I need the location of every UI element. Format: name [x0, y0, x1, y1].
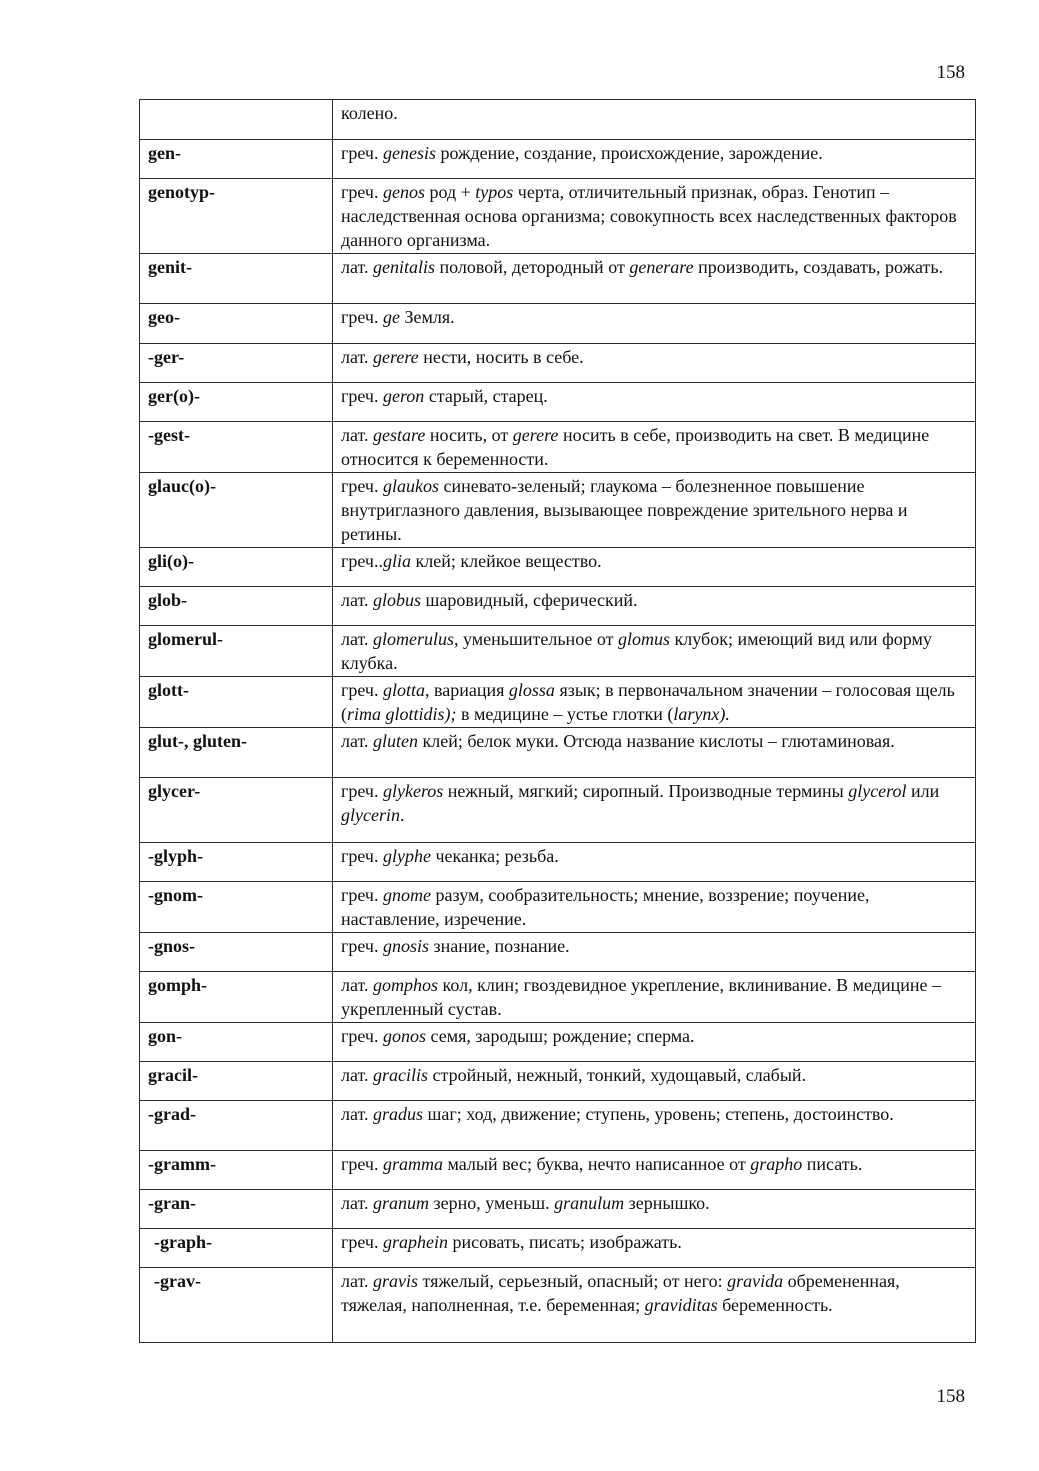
table-row [140, 1062, 976, 1101]
definition-cell [333, 882, 976, 933]
definition-segment: малый вес; буква, нечто написанное от [443, 1154, 751, 1174]
definition-italic-segment: gomphos [373, 975, 439, 995]
definition-italic-segment: glaukos [382, 476, 439, 496]
definition-segment: рисовать, писать; изображать. [447, 1232, 682, 1252]
definition-cell [333, 843, 976, 882]
definition-segment: писать. [802, 1154, 863, 1174]
definition-segment: лат. [341, 347, 374, 367]
table-row [140, 422, 976, 473]
definition-cell [333, 1229, 976, 1268]
definition-segment: греч. [341, 1026, 383, 1046]
definition-cell [333, 587, 976, 626]
term-cell [140, 100, 333, 140]
definition-segment: . [399, 805, 405, 825]
definition-segment: зернышко. [624, 1193, 710, 1213]
term-cell: -grad- [140, 1101, 333, 1151]
term-cell: -ger- [140, 344, 333, 383]
term-cell: glycer- [140, 778, 333, 843]
definition-italic-segment: glomus [618, 629, 671, 649]
definition-cell [333, 1190, 976, 1229]
definition-segment: греч. [341, 307, 383, 327]
table-row [140, 728, 976, 778]
definition-italic-segment: granulum [554, 1193, 625, 1213]
term-cell: -gnom- [140, 882, 333, 933]
table-row [140, 179, 976, 254]
table-row [140, 587, 976, 626]
table-row [140, 100, 976, 140]
definition-italic-segment: globus [373, 590, 422, 610]
table-row [140, 1229, 976, 1268]
definition-italic-segment: gluten [373, 731, 419, 751]
definition-segment: в медицине – устье глотки ( [456, 704, 674, 724]
definition-segment: лат. [341, 1065, 374, 1085]
definition-segment: лат. [341, 731, 374, 751]
table-row [140, 972, 976, 1023]
definition-segment: стройный, нежный, тонкий, худощавый, слабый. [428, 1065, 807, 1085]
definition-segment: язык; в первоначальном значении – голосовая щель ( [341, 680, 955, 724]
definition-italic-segment: gravis [373, 1271, 419, 1291]
term-cell: glob- [140, 587, 333, 626]
definition-italic-segment: glykeros [382, 781, 444, 801]
definition-segment: Земля. [399, 307, 455, 327]
definition-cell [333, 473, 976, 548]
definition-segment: старый, старец. [424, 386, 548, 406]
definition-segment: черта, отличительный признак, образ. Генотип – наследственная основа организма; совокупность всех наследственных факторов данного организма. [341, 182, 957, 250]
table-row [140, 933, 976, 972]
definition-italic-segment: geron [382, 386, 425, 406]
definition-segment: шаровидный, сферический. [421, 590, 638, 610]
page-number-top: 158 [936, 62, 965, 83]
definition-segment: греч. [341, 781, 383, 801]
definition-segment: клубок; имеющий вид или форму клубка. [341, 629, 932, 673]
definition-cell [333, 422, 976, 473]
table-row [140, 383, 976, 422]
definition-segment: носить в себе, производить на свет. В медицине относится к беременности. [341, 425, 930, 469]
table-row [140, 140, 976, 179]
definition-segment: колено. [341, 103, 398, 123]
definition-segment: семя, зародыш; рождение; сперма. [426, 1026, 695, 1046]
term-cell: gracil- [140, 1062, 333, 1101]
table-row [140, 882, 976, 933]
definition-segment: лат. [341, 425, 374, 445]
definition-segment: разум, сообразительность; мнение, воззрение; поучение, наставление, изречение. [341, 885, 870, 929]
table-row [140, 548, 976, 587]
definition-italic-segment: glycerin [341, 805, 400, 825]
glossary-table [139, 99, 976, 1343]
definition-cell [333, 344, 976, 383]
definition-italic-segment: gracilis [373, 1065, 429, 1085]
table-row [140, 304, 976, 344]
definition-segment: зерно, уменьш. [429, 1193, 555, 1213]
definition-segment: лат. [341, 1271, 374, 1291]
definition-italic-segment: gnome [382, 885, 431, 905]
definition-cell [333, 1023, 976, 1062]
definition-cell [333, 304, 976, 344]
term-cell: glomerul- [140, 626, 333, 677]
definition-italic-segment: generare [629, 257, 694, 277]
definition-cell [333, 972, 976, 1023]
definition-segment: лат. [341, 590, 374, 610]
definition-cell [333, 254, 976, 304]
definition-italic-segment: genitalis [373, 257, 436, 277]
definition-segment: греч. [341, 386, 383, 406]
definition-cell [333, 626, 976, 677]
definition-italic-segment: gramma [382, 1154, 443, 1174]
definition-italic-segment: ge [382, 307, 400, 327]
definition-segment: греч. [341, 182, 383, 202]
definition-segment: беременность. [717, 1295, 833, 1315]
definition-segment: греч. [341, 936, 383, 956]
term-cell: gomph- [140, 972, 333, 1023]
term-cell: -gest- [140, 422, 333, 473]
table-row [140, 1023, 976, 1062]
definition-segment: носить, от [425, 425, 513, 445]
definition-italic-segment: gerere [373, 347, 419, 367]
definition-segment: , вариация [425, 680, 509, 700]
definition-italic-segment: gerere [512, 425, 559, 445]
definition-italic-segment: glia [382, 551, 411, 571]
definition-segment: греч.. [341, 551, 383, 571]
definition-italic-segment: graviditas [644, 1295, 718, 1315]
definition-italic-segment: genesis [382, 143, 436, 163]
definition-segment: греч. [341, 846, 383, 866]
definition-italic-segment: graphein [382, 1232, 448, 1252]
definition-italic-segment: granum [373, 1193, 430, 1213]
definition-segment: чеканка; резьба. [430, 846, 559, 866]
term-cell: -gnos- [140, 933, 333, 972]
definition-italic-segment: glycerol [848, 781, 907, 801]
table-row [140, 843, 976, 882]
definition-cell [333, 1151, 976, 1190]
definition-cell [333, 677, 976, 728]
definition-cell [333, 1062, 976, 1101]
table-row [140, 1151, 976, 1190]
definition-segment: половой, детородный от [435, 257, 630, 277]
term-cell: -glyph- [140, 843, 333, 882]
definition-italic-segment: gravida [727, 1271, 784, 1291]
table-row [140, 677, 976, 728]
definition-segment: лат. [341, 629, 374, 649]
term-cell: glut-, gluten- [140, 728, 333, 778]
term-cell: gen- [140, 140, 333, 179]
definition-segment: греч. [341, 680, 383, 700]
term-cell: -gramm- [140, 1151, 333, 1190]
definition-cell [333, 100, 976, 140]
definition-italic-segment: glossa [508, 680, 555, 700]
definition-cell [333, 548, 976, 587]
definition-segment: греч. [341, 143, 383, 163]
definition-italic-segment: glomerulus [373, 629, 455, 649]
table-row [140, 1101, 976, 1151]
definition-segment: греч. [341, 885, 383, 905]
definition-italic-segment: gestare [373, 425, 426, 445]
definition-cell [333, 728, 976, 778]
definition-segment: нести, носить в себе. [418, 347, 584, 367]
definition-italic-segment: gonos [382, 1026, 426, 1046]
term-cell: -grav- [140, 1268, 333, 1343]
definition-segment: кол, клин; гвоздевидное укрепление, вклинивание. В медицине – укрепленный сустав. [341, 975, 941, 1019]
term-cell: gon- [140, 1023, 333, 1062]
term-cell: -gran- [140, 1190, 333, 1229]
definition-segment: род + [424, 182, 476, 202]
definition-segment: тяжелый, серьезный, опасный; от него: [418, 1271, 728, 1291]
definition-cell [333, 933, 976, 972]
term-cell: genotyp- [140, 179, 333, 254]
definition-segment: лат. [341, 975, 374, 995]
table-row [140, 778, 976, 843]
definition-segment: производить, создавать, рожать. [693, 257, 944, 277]
definition-segment: лат. [341, 1193, 374, 1213]
definition-segment: обремененная, тяжелая, наполненная, т.е. беременная; [341, 1271, 900, 1315]
table-row [140, 344, 976, 383]
term-cell: glauc(o)- [140, 473, 333, 548]
table-row [140, 1268, 976, 1343]
definition-cell [333, 140, 976, 179]
table-row [140, 254, 976, 304]
definition-cell [333, 179, 976, 254]
definition-italic-segment: typos [475, 182, 514, 202]
definition-segment: шаг; ход, движение; ступень, уровень; степень, достоинство. [423, 1104, 894, 1124]
definition-cell [333, 383, 976, 422]
definition-segment: рождение, создание, происхождение, зарождение. [435, 143, 823, 163]
term-cell: gli(o)- [140, 548, 333, 587]
definition-segment: знание, познание. [429, 936, 570, 956]
glossary-body [140, 100, 976, 1343]
definition-cell [333, 778, 976, 843]
term-cell: geo- [140, 304, 333, 344]
definition-italic-segment: genos [382, 182, 425, 202]
definition-italic-segment: grapho [750, 1154, 803, 1174]
definition-italic-segment: gnosis [382, 936, 429, 956]
table-row [140, 626, 976, 677]
definition-cell [333, 1101, 976, 1151]
definition-segment: синевато-зеленый; глаукома – болезненное повышение внутриглазного давления, вызывающее повреждение зрительного нерва и ретины. [341, 476, 908, 544]
definition-segment: или [906, 781, 940, 801]
page-number-bottom: 158 [936, 1386, 965, 1407]
term-cell: genit- [140, 254, 333, 304]
definition-segment: греч. [341, 1232, 383, 1252]
table-row [140, 473, 976, 548]
definition-italic-segment: glotta [382, 680, 425, 700]
definition-segment: клей; клейкое вещество. [411, 551, 602, 571]
definition-segment: греч. [341, 1154, 383, 1174]
table-row [140, 1190, 976, 1229]
term-cell: -graph- [140, 1229, 333, 1268]
definition-cell [333, 1268, 976, 1343]
definition-segment: лат. [341, 257, 374, 277]
definition-segment: греч. [341, 476, 383, 496]
definition-italic-segment: larynx). [673, 704, 730, 724]
definition-segment: клей; белок муки. Отсюда название кислоты – глютаминовая. [418, 731, 895, 751]
definition-italic-segment: rima glottidis); [347, 704, 457, 724]
definition-italic-segment: glyphe [382, 846, 431, 866]
definition-segment: лат. [341, 1104, 374, 1124]
term-cell: glott- [140, 677, 333, 728]
definition-segment: нежный, мягкий; сиропный. Производные термины [443, 781, 849, 801]
definition-segment: , уменьшительное от [454, 629, 619, 649]
definition-italic-segment: gradus [373, 1104, 424, 1124]
term-cell: ger(o)- [140, 383, 333, 422]
